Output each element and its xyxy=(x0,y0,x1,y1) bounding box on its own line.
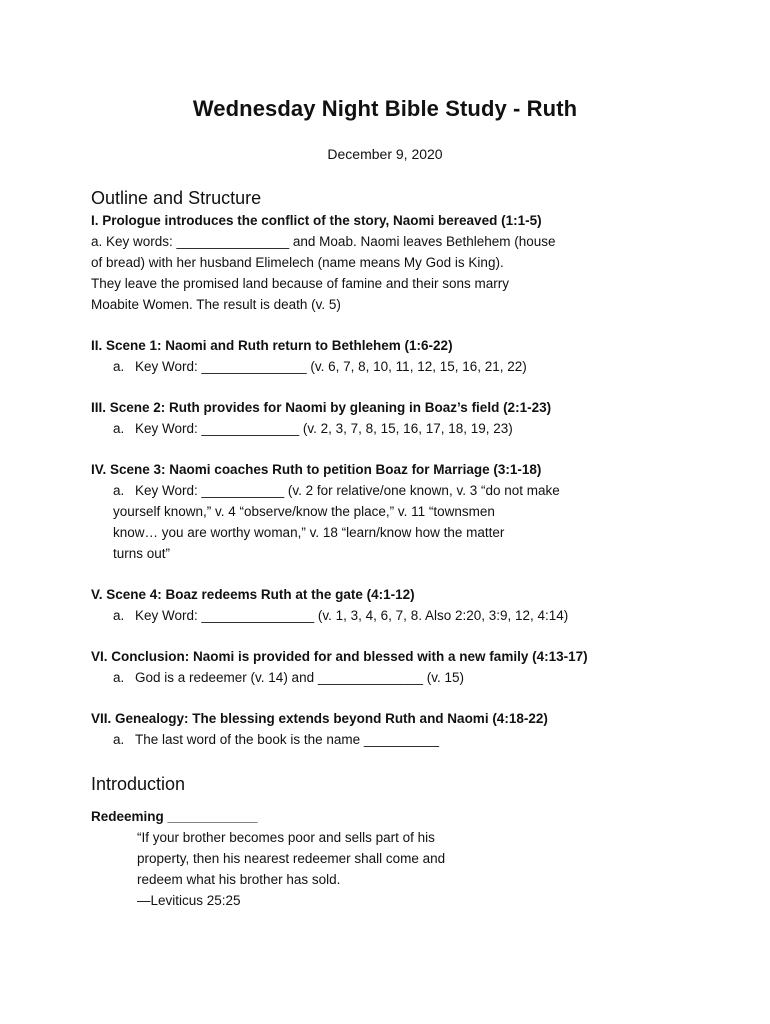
section-4 xyxy=(91,459,631,564)
section-7-item-text: The last word of the book is the name __________ xyxy=(135,732,439,747)
section-6-title: VI. Conclusion: Naomi is provided for and blessed with a new family (4:13-17) xyxy=(91,649,588,664)
document-date: December 9, 2020 xyxy=(327,146,443,162)
list-marker: a. xyxy=(113,732,125,747)
section-1-line: of bread) with her husband Elimelech (name means My God is King). xyxy=(91,255,504,270)
section-4-item-cont: yourself known,” v. 4 “observe/know the place,” v. 11 “townsmen xyxy=(113,504,495,519)
introduction-heading: Introduction xyxy=(91,774,186,794)
section-1-line: They leave the promised land because of famine and their sons marry xyxy=(91,276,509,291)
section-6 xyxy=(91,646,631,688)
section-2 xyxy=(91,335,631,377)
leviticus-quote-line: “If your brother becomes poor and sells part of his xyxy=(137,830,435,845)
section-5-title: V. Scene 4: Boaz redeems Ruth at the gate (4:1-12) xyxy=(91,587,415,602)
section-6-item xyxy=(91,667,631,688)
leviticus-quote-line: redeem what his brother has sold. xyxy=(137,872,341,887)
list-marker: a. xyxy=(113,670,125,685)
leviticus-quote-line: property, then his nearest redeemer shall come and xyxy=(137,851,446,866)
section-4-item-cont: turns out” xyxy=(113,546,171,561)
list-marker: a. xyxy=(113,359,125,374)
section-7-item xyxy=(91,729,631,750)
section-2-item-text: Key Word: ______________ (v. 6, 7, 8, 10, 11, 12, 15, 16, 21, 22) xyxy=(135,359,527,374)
section-6-item-text: God is a redeemer (v. 14) and ______________ (v. 15) xyxy=(135,670,464,685)
section-7 xyxy=(91,708,631,750)
list-marker: a. xyxy=(113,608,125,623)
redeeming-label: Redeeming ____________ xyxy=(91,809,258,824)
section-1-line: Moabite Women. The result is death (v. 5) xyxy=(91,297,341,312)
section-1-title: I. Prologue introduces the conflict of the story, Naomi bereaved (1:1-5) xyxy=(91,213,542,228)
document-title: Wednesday Night Bible Study - Ruth xyxy=(192,96,578,121)
leviticus-citation: —Leviticus 25:25 xyxy=(137,893,241,908)
section-4-item-text: Key Word: ___________ (v. 2 for relative/one known, v. 3 “do not make xyxy=(135,483,560,498)
section-4-item xyxy=(91,480,631,501)
section-1-line: a. Key words: _______________ and Moab. Naomi leaves Bethlehem (house xyxy=(91,234,556,249)
section-5-item-text: Key Word: _______________ (v. 1, 3, 4, 6, 7, 8. Also 2:20, 3:9, 12, 4:14) xyxy=(135,608,569,623)
section-7-title: VII. Genealogy: The blessing extends beyond Ruth and Naomi (4:18-22) xyxy=(91,711,548,726)
section-5-item xyxy=(91,605,631,626)
section-3-item xyxy=(91,418,631,439)
section-3-item-text: Key Word: _____________ (v. 2, 3, 7, 8, 15, 16, 17, 18, 19, 23) xyxy=(135,421,513,436)
section-1 xyxy=(91,210,631,315)
list-marker: a. xyxy=(113,483,125,498)
section-2-title: II. Scene 1: Naomi and Ruth return to Bethlehem (1:6-22) xyxy=(91,338,453,353)
document-body xyxy=(91,186,631,911)
list-marker: a. xyxy=(113,421,125,436)
section-3-title: III. Scene 2: Ruth provides for Naomi by gleaning in Boaz’s field (2:1-23) xyxy=(91,400,552,415)
section-5 xyxy=(91,584,631,626)
section-2-item xyxy=(91,356,631,377)
section-3 xyxy=(91,397,631,439)
section-4-item-cont: know… you are worthy woman,” v. 18 “learn/know how the matter xyxy=(113,525,505,540)
outline-heading: Outline and Structure xyxy=(91,188,262,208)
section-4-title: IV. Scene 3: Naomi coaches Ruth to petition Boaz for Marriage (3:1-18) xyxy=(91,462,542,477)
